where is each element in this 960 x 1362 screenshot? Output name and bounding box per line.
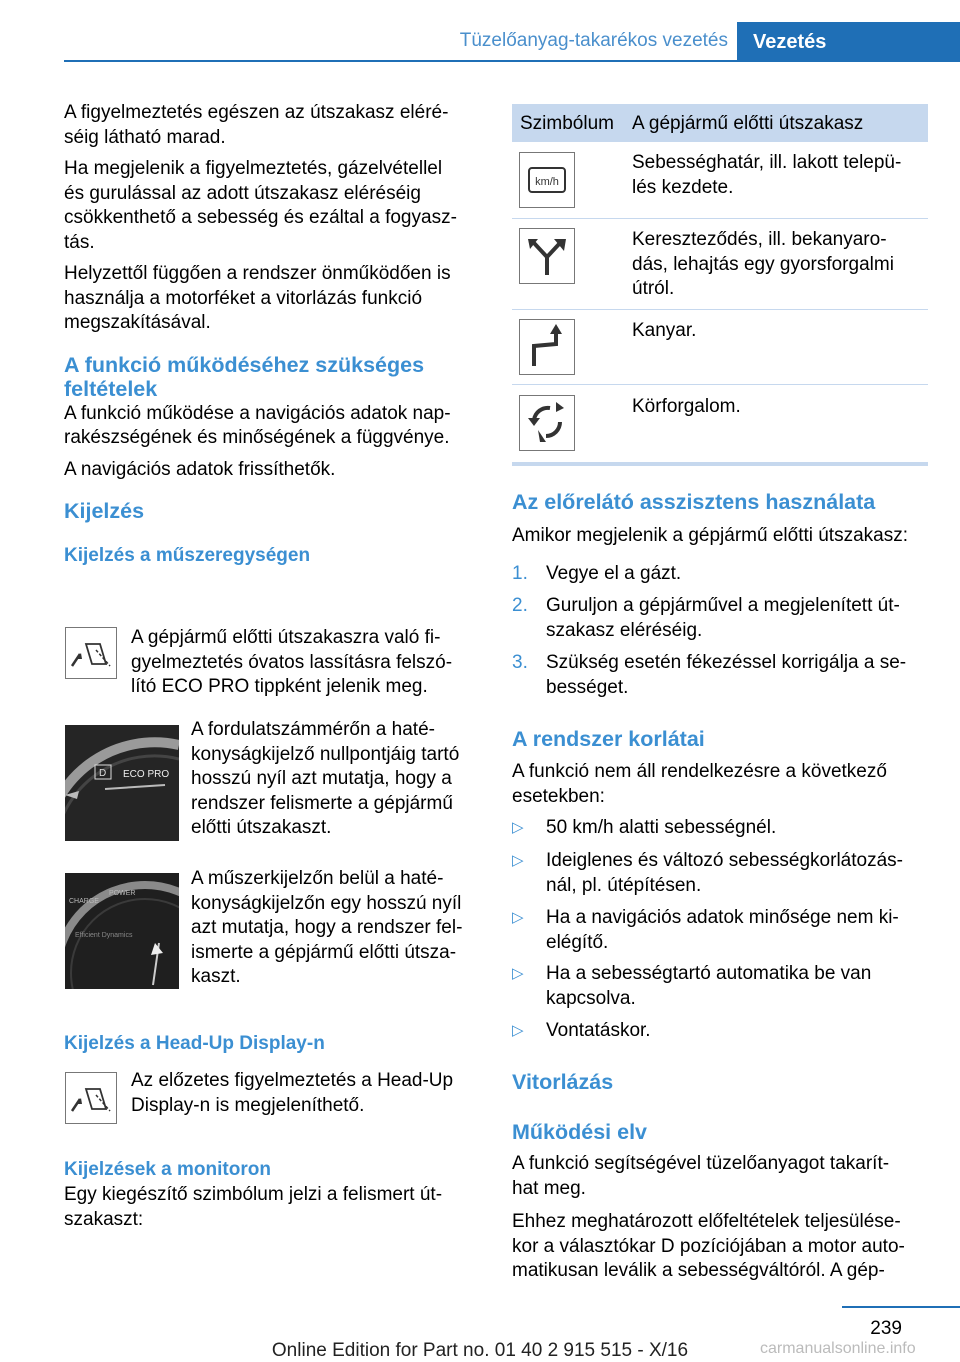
heading-coasting: Vitorlázás — [512, 1070, 614, 1094]
list-item — [512, 906, 932, 956]
table-row-divider — [512, 309, 928, 310]
symbol-table-header — [512, 104, 928, 142]
heading-display: Kijelzés — [64, 499, 145, 523]
footer-edition: Online Edition for Part no. 01 40 2 915 515 - X/16 — [271, 1340, 689, 1361]
kmh-icon-text: km/h — [535, 176, 559, 188]
list-item — [512, 562, 932, 587]
junction-icon — [519, 228, 575, 284]
table-row-speed-limit-text: Sebességhatár, ill. lakott telepü- lés kezdete. — [632, 152, 902, 198]
limit-text: 50 km/h alatti sebességnél. — [546, 817, 777, 838]
road-ahead-warning-icon — [65, 627, 117, 679]
col-header-symbol: Szimbólum — [520, 113, 614, 134]
table-row-curve-text: Kanyar. — [632, 320, 697, 341]
table-row-divider — [512, 218, 928, 219]
step-text: Vegye el a gázt. — [546, 563, 682, 584]
limit-text: Ideiglenes és változó sebességkorlátozás- nál, pl. útépítésen. — [546, 850, 903, 896]
step-text: Szükség esetén fékezéssel korrigálja a se- bességet. — [546, 652, 907, 698]
bullet-triangle-icon: ▷ — [512, 909, 524, 926]
efficiency-display-photo — [65, 873, 179, 989]
heading-head-up-display: Kijelzés a Head-Up Display-n — [64, 1033, 325, 1054]
photo1-eco-pro: ECO PRO — [123, 769, 170, 780]
bullet-triangle-icon: ▷ — [512, 819, 524, 836]
heading-principle: Működési elv — [512, 1120, 648, 1144]
list-item — [512, 962, 932, 1012]
heading-monitor: Kijelzések a monitoron — [64, 1159, 271, 1180]
step-number: 1. — [512, 563, 528, 584]
footer-rule — [842, 1306, 960, 1308]
photo2-efficient: Efficient Dynamics — [75, 932, 133, 939]
tachometer-text: A fordulatszámmérőn a haté- konyságkijelző nullpontjáig tartó hosszú nyíl azt mutatja, hogy a rendszer felismerte a gépjármű előtti útszakaszt. — [191, 719, 460, 838]
heading-requirements: A funkció működéséhez szükséges feltételek — [64, 352, 425, 401]
left-column-top — [64, 101, 480, 568]
running-header-chapter-tab: Vezetés — [737, 22, 960, 62]
col-header-road-ahead: A gépjármű előtti útszakasz — [632, 113, 864, 134]
limits-intro: A funkció nem áll rendelkezésre a következő esetekben: — [512, 761, 887, 807]
paragraph-engine-brake: Helyzettől függően a rendszer önműködően is használja a motorféket a vitorlázás funkció megszakításával. — [64, 263, 451, 333]
limit-text: Ha a navigációs adatok minősége nem ki- elégítő. — [546, 907, 899, 953]
bullet-triangle-icon: ▷ — [512, 852, 524, 869]
bullet-triangle-icon: ▷ — [512, 1022, 524, 1039]
limit-text: Vontatáskor. — [546, 1020, 651, 1041]
monitor-text: Egy kiegészítő szimbólum jelzi a felismert út- szakaszt: — [64, 1184, 443, 1230]
photo2-charge: CHARGE — [69, 898, 99, 905]
hud-road-ahead-icon — [65, 1072, 117, 1124]
bullet-triangle-icon: ▷ — [512, 965, 524, 982]
step-text: Guruljon a gépjárművel a megjelenített út- szakasz eléréséig. — [546, 595, 900, 641]
hud-text: Az előzetes figyelmeztetés a Head-Up Display-n is megjeleníthető. — [131, 1070, 454, 1116]
table-bottom-rule — [512, 462, 928, 466]
list-item — [512, 816, 932, 841]
table-row-junction-text: Kereszteződés, ill. bekanyaro- dás, lehajtás egy gyorsforgalmi útról. — [632, 229, 894, 299]
efficiency-display-text: A műszerkijelzőn belül a haté- konyságkijelzőn egy hosszú nyíl azt mutatja, hogy a rendszer fel- ismerte a gépjármű előtti útsza- kaszt. — [191, 868, 463, 987]
limit-text: Ha a sebességtartó automatika be van kapcsolva. — [546, 963, 872, 1009]
heading-predictive-assistant: Az előrelátó asszisztens használata — [512, 490, 876, 514]
heading-system-limits: A rendszer korlátai — [512, 727, 705, 751]
step-number: 3. — [512, 652, 528, 673]
step-number: 2. — [512, 595, 528, 616]
page-number: 239 — [870, 1318, 902, 1339]
assistant-intro: Amikor megjelenik a gépjármű előtti útszakasz: — [512, 525, 909, 546]
header-rule — [64, 60, 960, 62]
table-row-roundabout-text: Körforgalom. — [632, 396, 741, 417]
list-item — [512, 651, 932, 701]
tachometer-eco-pro-photo — [65, 725, 179, 841]
paragraph-warning-visible: A figyelmeztetés egészen az útszakasz eléré- séig látható marad. — [64, 102, 449, 148]
list-item — [512, 849, 932, 899]
roundabout-icon — [519, 395, 575, 451]
list-item — [512, 594, 932, 644]
speed-limit-kmh-icon — [519, 152, 575, 208]
paragraph-nav-update: A navigációs adatok frissíthetők. — [64, 458, 336, 480]
footer-watermark: carmanualsonline.info — [760, 1340, 916, 1357]
photo1-gear: D — [99, 768, 107, 779]
curve-icon — [519, 319, 575, 375]
paragraph-coasting: Ha megjelenik a figyelmeztetés, gázelvétellel és gurulással az adott útszakasz eléréséig csökkenthető a sebesség és ezáltal a fogyasz- tás. — [64, 158, 457, 253]
principle-paragraph-1: A funkció segítségével tüzelőanyagot takarít- hat meg. — [512, 1153, 890, 1199]
instrument-cluster-text: A gépjármű előtti útszakaszra való fi- gyelmeztetés óvatos lassításra felszó- lító ECO PRO tippként jelenik meg. — [131, 627, 453, 697]
running-header-section: Tüzelőanyag-takarékos vezetés — [459, 30, 728, 51]
principle-paragraph-2: Ehhez meghatározott előfeltételek teljesülése- kor a választókar D pozíciójában a motor auto- matikusan leválik a sebességváltóról. A gép- — [512, 1211, 905, 1281]
paragraph-nav-data-quality: A funkció működése a navigációs adatok nap- rakészségének és minőségének a függvénye. — [64, 402, 451, 448]
photo2-power: POWER — [109, 890, 136, 897]
table-row-divider — [512, 384, 928, 385]
heading-instrument-cluster: Kijelzés a műszeregységen — [64, 544, 311, 566]
list-item — [512, 1019, 932, 1044]
